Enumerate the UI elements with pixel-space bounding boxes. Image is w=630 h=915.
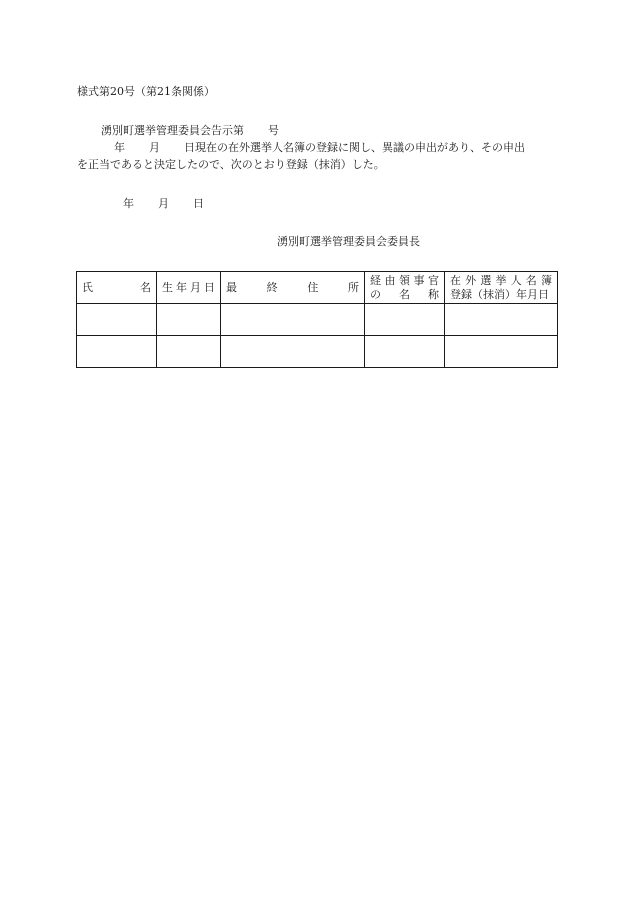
- cell-consul-name: [365, 336, 445, 368]
- cell-birthdate: [157, 336, 221, 368]
- cell-last-address: [221, 336, 365, 368]
- date-month-label: 月: [158, 197, 169, 210]
- notice-title-suffix: 号: [268, 124, 279, 137]
- header-consul-name: 経 由 領 事 官 の 名 称: [365, 272, 445, 304]
- header-last-address: 最 終 住 所: [221, 272, 365, 304]
- table-header-row: [77, 272, 558, 304]
- notice-title-prefix: 湧別町選挙管理委員会告示第: [101, 124, 244, 137]
- notice-body-text-1: 日現在の在外選挙人名簿の登録に関し、異議の申出があり、その申出: [184, 141, 525, 154]
- registration-table: [76, 271, 558, 368]
- cell-consul-name: [365, 304, 445, 336]
- date-day-label: 日: [193, 197, 204, 210]
- cell-registration-date: [445, 304, 558, 336]
- notice-body-line-1: [99, 141, 525, 155]
- notice-year-label: 年: [114, 141, 125, 154]
- cell-last-address: [221, 304, 365, 336]
- table-row: [77, 336, 558, 368]
- cell-birthdate: [157, 304, 221, 336]
- notice-body-line-2: を正当であると決定したので、次のとおり登録（抹消）した。: [77, 158, 385, 171]
- header-name: 氏 名: [77, 272, 157, 304]
- header-registration-date: 在 外 選 挙 人 名 簿 登録（抹消）年月日: [445, 272, 558, 304]
- notice-month-label: 月: [149, 141, 160, 154]
- form-number: 様式第20号（第21条関係）: [77, 85, 215, 98]
- cell-name: [77, 304, 157, 336]
- date-year-label: 年: [123, 197, 134, 210]
- cell-name: [77, 336, 157, 368]
- date-line: [123, 197, 204, 211]
- cell-registration-date: [445, 336, 558, 368]
- table-row: [77, 304, 558, 336]
- signer-title: 湧別町選挙管理委員会委員長: [277, 235, 420, 248]
- notice-title: [101, 124, 279, 138]
- header-birthdate: 生 年 月 日: [157, 272, 221, 304]
